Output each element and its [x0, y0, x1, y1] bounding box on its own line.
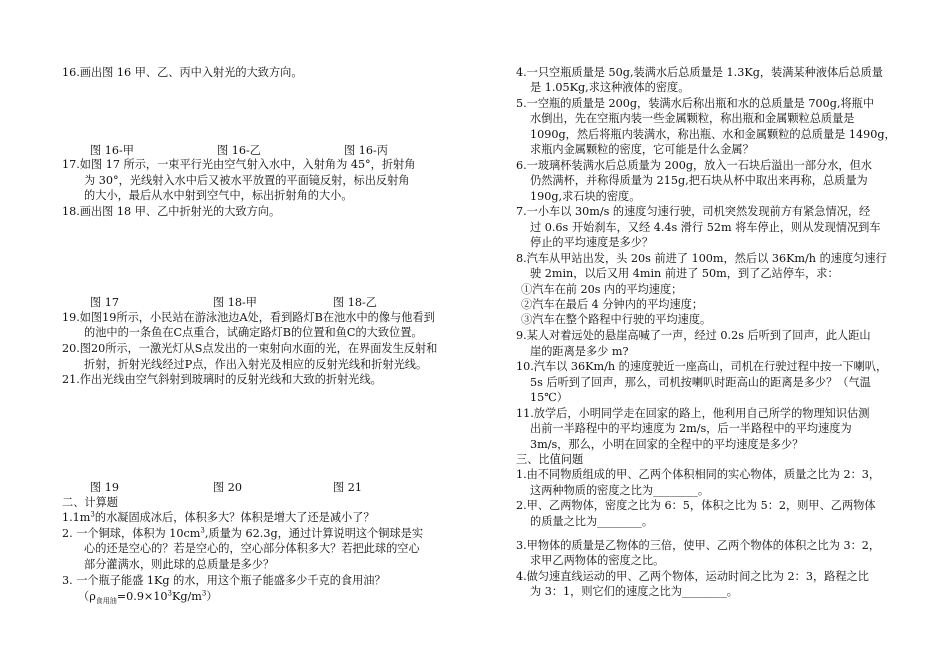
- calc-question-5-line-1: 5.一空瓶的质量是 200g，装满水后称出瓶和水的总质量是 700g,将瓶中: [516, 97, 875, 110]
- ratio-question-1-line-1: 1.由不同物质组成的甲、乙两个体积相同的实心物体，质量之比为 2：3，: [516, 468, 881, 481]
- calc-question-1: $1.1m^3$的水凝固成冰后，体积多大？体积是增大了还是减小了？: [62, 510, 375, 524]
- ratio-question-2-line-2: 的质量之比为________。: [530, 515, 654, 528]
- calc-question-7-line-3: 停止的平均速度是多少？: [530, 236, 654, 249]
- ratio-question-1-line-2: 这两种物质的密度之比为________。: [530, 484, 710, 497]
- ratio-question-3-line-2: 求甲乙两物体的密度之比。: [530, 554, 665, 567]
- question-20-line-1: 20.图20所示，一激光灯从S点发出的一束射向水面的光，在界面发生反射和: [62, 342, 438, 355]
- figure-16-c-label: 图 16-丙: [344, 144, 388, 157]
- calc-question-7-line-1: 7.一小车以 30m/s 的速度匀速行驶，司机突然发现前方有紧急情况，经: [516, 205, 871, 218]
- ratio-question-2-line-1: 2.甲、乙两物体，密度之比为 6：5，体积之比为 5：2，则甲、乙两物体: [516, 499, 876, 512]
- calc-question-8-line-1: 8.汽车从甲站出发，头 20s 前进了 100m，然后以 36Km/h 的速度匀速行: [516, 252, 887, 265]
- question-21: 21.作出光线由空气斜射到玻璃时的反射光线和大致的折射光线。: [62, 373, 382, 386]
- question-17-line-3: 的大小，最后从水中射到空气中，标出折射角的大小。: [84, 189, 353, 202]
- calc-question-11-line-1: 11.放学后，小明同学走在回家的路上，他利用自己所学的物理知识估测: [516, 407, 870, 420]
- question-19-line-1: 19.如图19所示，小民站在游泳池边A处，看到路灯B在池水中的像与他看到: [62, 311, 435, 324]
- calc-question-8-sub-2: ②汽车在最后 4 分钟内的平均速度；: [521, 298, 704, 311]
- calc-question-10-line-1: 10.汽车以 36Km/h 的速度驶近一座高山，司机在行驶过程中按一下喇叭，: [516, 360, 888, 373]
- ratio-question-3-line-1: 3.甲物体的质量是乙物体的三倍，使甲、乙两个物体的体积之比为 3：2，: [516, 539, 881, 552]
- calc-question-10-line-3: 15℃）: [530, 391, 568, 404]
- calc-question-9-line-2: 崖的距离是多少 m?: [530, 345, 629, 358]
- calc-question-10-line-2: 5s 后听到了回声，那么，司机按喇叭时距高山的距离是多少？（气温: [530, 376, 871, 389]
- figure-16-a-label: 图 16-甲: [90, 144, 134, 157]
- calc-question-7-line-2: 过 0.6s 开始刹车，又经 4.4s 滑行 52m 将车停止，则从发现情况到车: [530, 221, 881, 234]
- figure-19-label: 图 19: [90, 481, 119, 494]
- calc-question-4-line-1: 4.一只空瓶质量是 50g,装满水后总质量是 1.3Kg，装满某种液体后总质量: [516, 66, 883, 79]
- figure-21-label: 图 21: [333, 481, 362, 494]
- ratio-question-4-line-2: 为 3：1，则它们的速度之比为________。: [530, 585, 738, 598]
- calc-question-5-line-4: 求瓶内金属颗粒的密度，它可能是什么金属？: [530, 143, 754, 156]
- calc-question-11-line-2: 出前一半路程中的平均速度为 2m/s，后一半路程中的平均速度为: [530, 422, 852, 435]
- question-19-line-2: 的池中的一条鱼在C点重合，试确定路灯B的位置和鱼C的大致位置。: [84, 326, 423, 339]
- question-17-line-2: 为 30°，光线射入水中后又被水平放置的平面镜反射，标出反射角: [84, 174, 410, 187]
- figure-17-label: 图 17: [90, 296, 119, 309]
- calc-question-2-line-3: 部分灌满水，则此球的总质量是多少？: [84, 558, 275, 571]
- figure-18-a-label: 图 18-甲: [213, 296, 257, 309]
- figure-20-label: 图 20: [213, 481, 242, 494]
- section-calculation-heading: 二、计算题: [62, 496, 118, 509]
- calc-question-9-line-1: 9.某人对着远处的悬崖高喊了一声，经过 0.2s 后听到了回声，此人距山: [516, 329, 871, 342]
- figure-18-b-label: 图 18-乙: [333, 296, 377, 309]
- calc-question-8-sub-1: ①汽车在前 20s 内的平均速度；: [521, 283, 683, 296]
- calc-question-5-line-2: 水倒出，先在空瓶内装一些金属颗粒，称出瓶和金属颗粒总质量是: [530, 112, 855, 125]
- calc-question-3-note: $(\rho_{食用油}=0.9\times 10^3Kg/m^3)$: [78, 589, 218, 606]
- section-ratio-heading: 三、比值问题: [516, 453, 584, 466]
- calc-question-11-line-3: 3m/s，那么，小明在回家的全程中的平均速度是多少？: [530, 438, 804, 451]
- calc-question-8-sub-3: ③汽车在整个路程中行驶的平均速度。: [521, 313, 712, 326]
- question-18: 18.画出图 18 甲、乙中折射光的大致方向。: [62, 205, 281, 218]
- calc-question-2-line-2: 心的还是空心的？若是空心的，空心部分体积多大？若把此球的空心: [84, 542, 420, 555]
- calc-question-6-line-1: 6.一玻璃杯装满水后总质量为 200g，放入一石块后溢出一部分水，但水: [516, 159, 872, 172]
- calc-question-5-line-3: 1090g，然后将瓶内装满水，称出瓶、水和金属颗粒的总质量是 1490g，: [530, 128, 896, 141]
- calc-question-2-line-1: 2. 一个铜球，体积为 $10cm^3$,质量为 62.3g，通过计算说明这个铜球是实: [62, 526, 424, 540]
- ratio-question-4-line-1: 4.做匀速直线运动的甲、乙两个物体，运动时间之比为 2：3，路程之比: [516, 570, 869, 583]
- calc-question-8-line-2: 驶 2min，以后又用 4min 前进了 50m，到了乙站停车，求：: [530, 267, 839, 280]
- calc-question-4-line-2: 是 1.05Kg,求这种液体的密度。: [530, 81, 690, 94]
- figure-16-b-label: 图 16-乙: [217, 144, 261, 157]
- calc-question-6-line-3: 190g,求石块的密度。: [530, 190, 641, 203]
- question-17-line-1: 17.如图 17 所示，一束平行光由空气射入水中，入射角为 45°，折射角: [62, 158, 416, 171]
- calc-question-6-line-2: 仍然满杯，并称得质量为 215g,把石块从杯中取出来再称，总质量为: [530, 174, 868, 187]
- question-20-line-2: 折射，折射光线经过P点，作出入射光及相应的反射光线和折射光线。: [84, 358, 428, 371]
- calc-question-3: 3. 一个瓶子能盛 1Kg 的水，用这个瓶子能盛多少千克的食用油？: [62, 574, 386, 587]
- question-16: 16.画出图 16 甲、乙、丙中入射光的大致方向。: [62, 66, 303, 79]
